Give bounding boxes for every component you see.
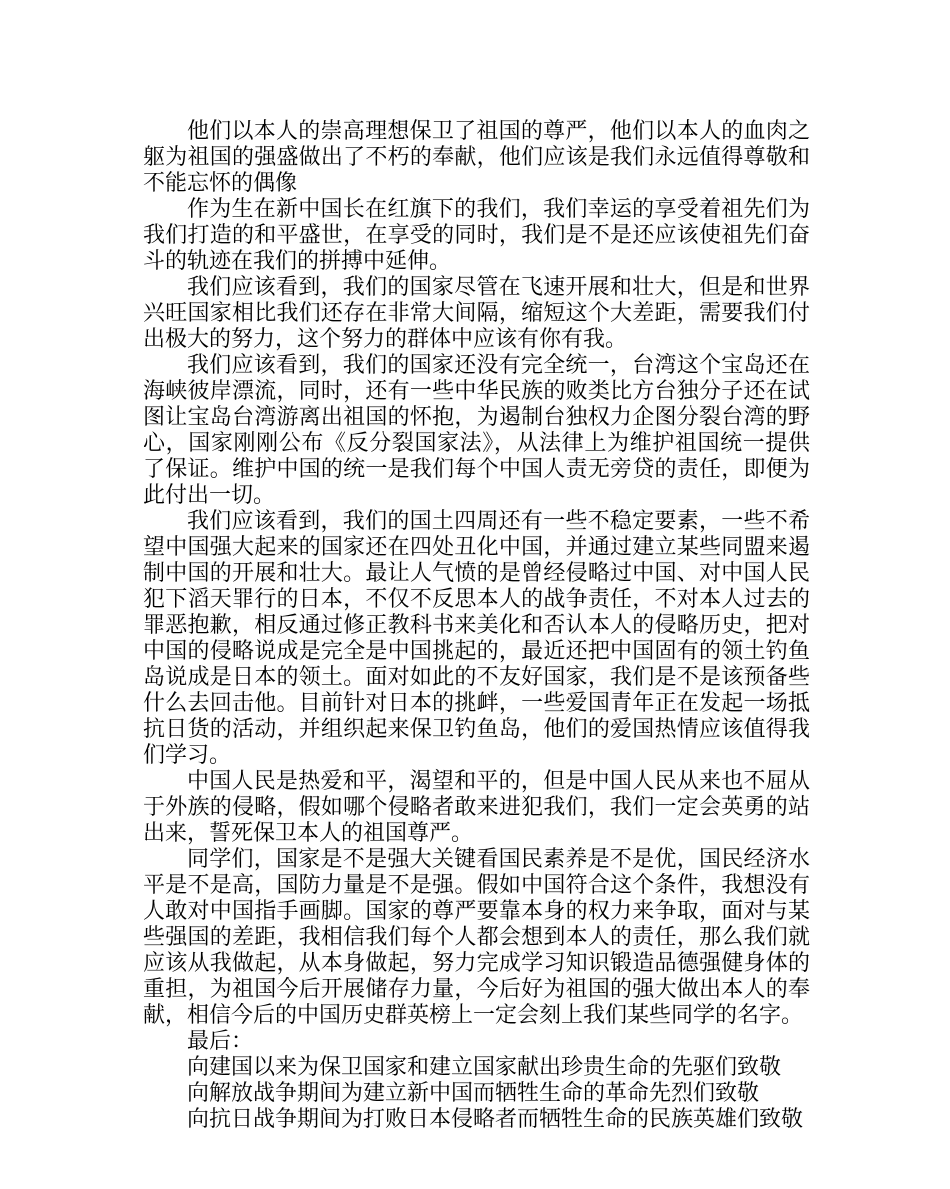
paragraph-4: 我们应该看到，我们的国家还没有完全统一，台湾这个宝岛还在海峡彼岸漂流，同时，还有一些中华民族的败类比方台独分子还在试图让宝岛台湾游离出祖国的怀抱，为遏制台独权力企图分裂台湾的野心，国家刚刚公布《反分裂国家法》，从法律上为维护祖国统一提供了保证。维护中国的统一是我们每个中国人责无旁贷的责任，即便为此付出一切。 bbox=[143, 353, 810, 508]
tribute-line-1: 向建国以来为保卫国家和建立国家献出珍贵生命的先驱们致敬 bbox=[187, 1055, 782, 1080]
closing-label: 最后： bbox=[187, 1029, 254, 1054]
paragraph-5: 我们应该看到，我们的国土四周还有一些不稳定要素，一些不希望中国强大起来的国家还在四处丑化中国，并通过建立某些同盟来遏制中国的开展和壮大。最让人气愤的是曾经侵略过中国、对中国人民犯下滔天罪行的日本，不仅不反思本人的战争责任，不对本人过去的罪恶抱歉，相反通过修正教科书来美化和否认本人的侵略历史，把对中国的侵略说成是完全是中国挑起的，最近还把中国固有的领土钓鱼岛说成是日本的领土。面对如此的不友好国家，我们是不是该预备些什么去回击他。目前针对日本的挑衅，一些爱国青年正在发起一场抵抗日货的活动，并组织起来保卫钓鱼岛，他们的爱国热情应该值得我们学习。 bbox=[143, 509, 810, 768]
tribute-line-2: 向解放战争期间为建立新中国而牺牲生命的革命先烈们致敬 bbox=[187, 1081, 760, 1106]
paragraph-6: 中国人民是热爱和平，渴望和平的，但是中国人民从来也不屈从于外族的侵略，假如哪个侵略者敢来进犯我们，我们一定会英勇的站出来，誓死保卫本人的祖国尊严。 bbox=[143, 769, 810, 846]
tribute-line-3: 向抗日战争期间为打败日本侵略者而牺牲生命的民族英雄们致敬 bbox=[187, 1107, 804, 1132]
paragraph-1: 他们以本人的崇高理想保卫了祖国的尊严，他们以本人的血肉之躯为祖国的强盛做出了不朽的奉献，他们应该是我们永远值得尊敬和不能忘怀的偶像 bbox=[143, 119, 810, 196]
paragraph-3: 我们应该看到，我们的国家尽管在飞速开展和壮大，但是和世界兴旺国家相比我们还存在非常大间隔，缩短这个大差距，需要我们付出极大的努力，这个努力的群体中应该有你有我。 bbox=[143, 275, 810, 352]
paragraph-2: 作为生在新中国长在红旗下的我们，我们幸运的享受着祖先们为我们打造的和平盛世，在享受的同时，我们是不是还应该使祖先们奋斗的轨迹在我们的拼搏中延伸。 bbox=[143, 197, 810, 274]
document-body bbox=[143, 119, 810, 1133]
paragraph-7: 同学们，国家是不是强大关键看国民素养是不是优，国民经济水平是不是高，国防力量是不是强。假如中国符合这个条件，我想没有人敢对中国指手画脚。国家的尊严要靠本身的权力来争取，面对与某些强国的差距，我相信我们每个人都会想到本人的责任，那么我们就应该从我做起，从本身做起，努力完成学习知识锻造品德强健身体的重担，为祖国今后开展储存力量，今后好为祖国的强大做出本人的奉献，相信今后的中国历史群英榜上一定会刻上我们某些同学的名字。 bbox=[143, 847, 810, 1028]
